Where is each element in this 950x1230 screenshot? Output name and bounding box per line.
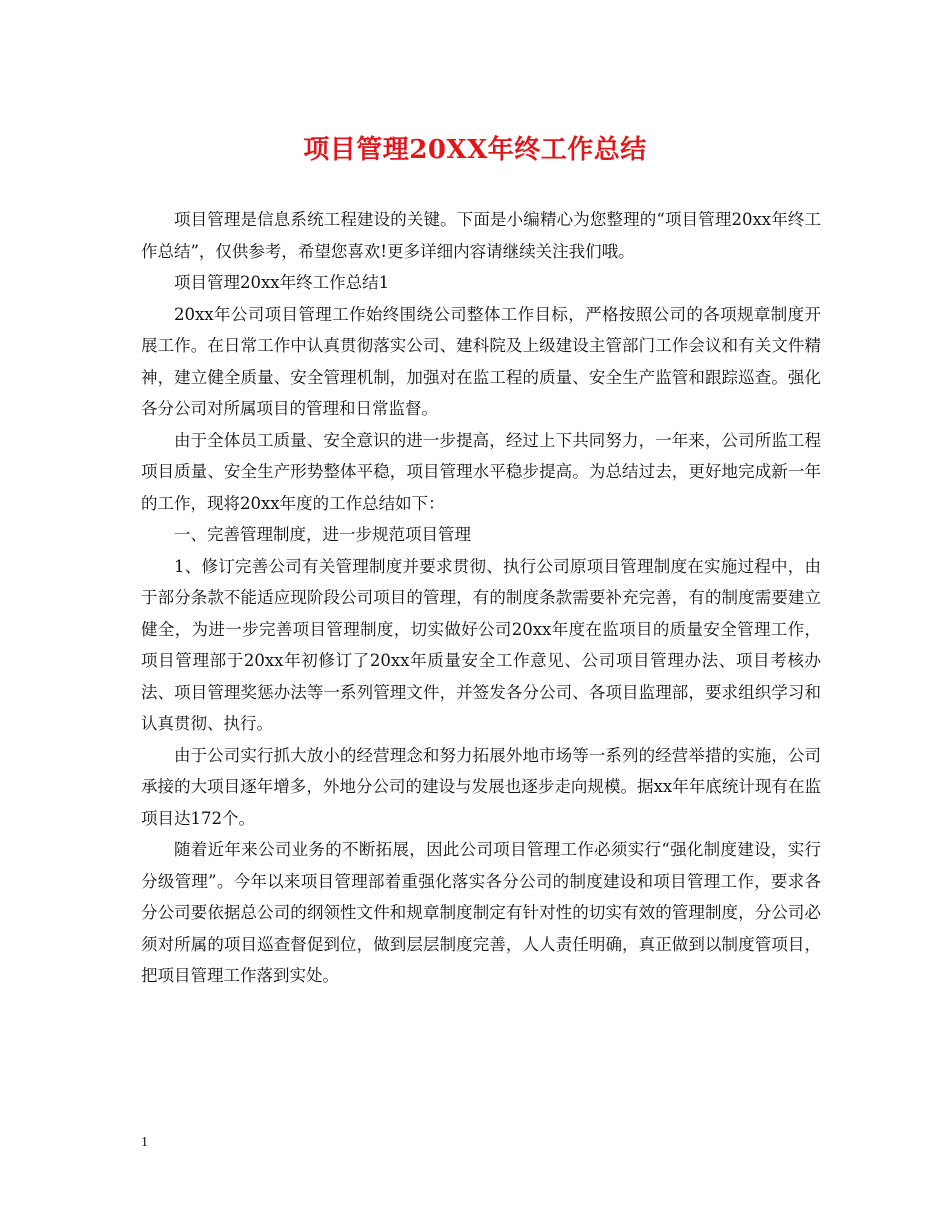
paragraph: 由于公司实行抓大放小的经营理念和努力拓展外地市场等一系列的经营举措的实施，公司承接的大项目逐年增多，外地分公司的建设与发展也逐步走向规模。据xx年年底统计现有在监项目达172个。 xyxy=(141,745,821,828)
document-body xyxy=(141,204,821,992)
section-heading-1: 项目管理20xx年终工作总结1 xyxy=(174,273,390,292)
paragraph: 1、修订完善公司有关管理制度并要求贯彻、执行公司原项目管理制度在实施过程中，由于部分条款不能适应现阶段公司项目的管理，有的制度条款需要补充完善，有的制度需要建立健全，为进一步完善项目管理制度，切实做好公司20xx年度在监项目的质量安全管理工作，项目管理部于20xx年初修订了20xx年质量安全工作意见、公司项目管理办法、项目考核办法、项目管理奖惩办法等一系列管理文件，并签发各分公司、各项目监理部，要求组织学习和认真贯彻、执行。 xyxy=(141,556,821,733)
subsection-heading: 一、完善管理制度，进一步规范项目管理 xyxy=(174,525,471,544)
page-number: 1 xyxy=(141,1135,148,1150)
paragraph: 随着近年来公司业务的不断拓展，因此公司项目管理工作必须实行“强化制度建设，实行分级管理”。今年以来项目管理部着重强化落实各分公司的制度建设和项目管理工作，要求各分公司要依据总公司的纲领性文件和规章制度制定有针对性的切实有效的管理制度，分公司必须对所属的项目巡查督促到位，做到层层制度完善，人人责任明确，真正做到以制度管项目，把项目管理工作落到实处。 xyxy=(141,840,821,985)
document-title: 项目管理20XX年终工作总结 xyxy=(303,135,647,165)
paragraph: 20xx年公司项目管理工作始终围绕公司整体工作目标，严格按照公司的各项规章制度开展工作。在日常工作中认真贯彻落实公司、建科院及上级建设主管部门工作会议和有关文件精神，建立健全质量、安全管理机制，加强对在监工程的质量、安全生产监管和跟踪巡查。强化各分公司对所属项目的管理和日常监督。 xyxy=(141,304,821,418)
paragraph-intro: 项目管理是信息系统工程建设的关键。下面是小编精心为您整理的“项目管理20xx年终工作总结”，仅供参考，希望您喜欢!更多详细内容请继续关注我们哦。 xyxy=(141,210,821,261)
paragraph: 由于全体员工质量、安全意识的进一步提高，经过上下共同努力，一年来，公司所监工程项目质量、安全生产形势整体平稳，项目管理水平稳步提高。为总结过去，更好地完成新一年的工作，现将20xx年度的工作总结如下： xyxy=(141,430,821,513)
